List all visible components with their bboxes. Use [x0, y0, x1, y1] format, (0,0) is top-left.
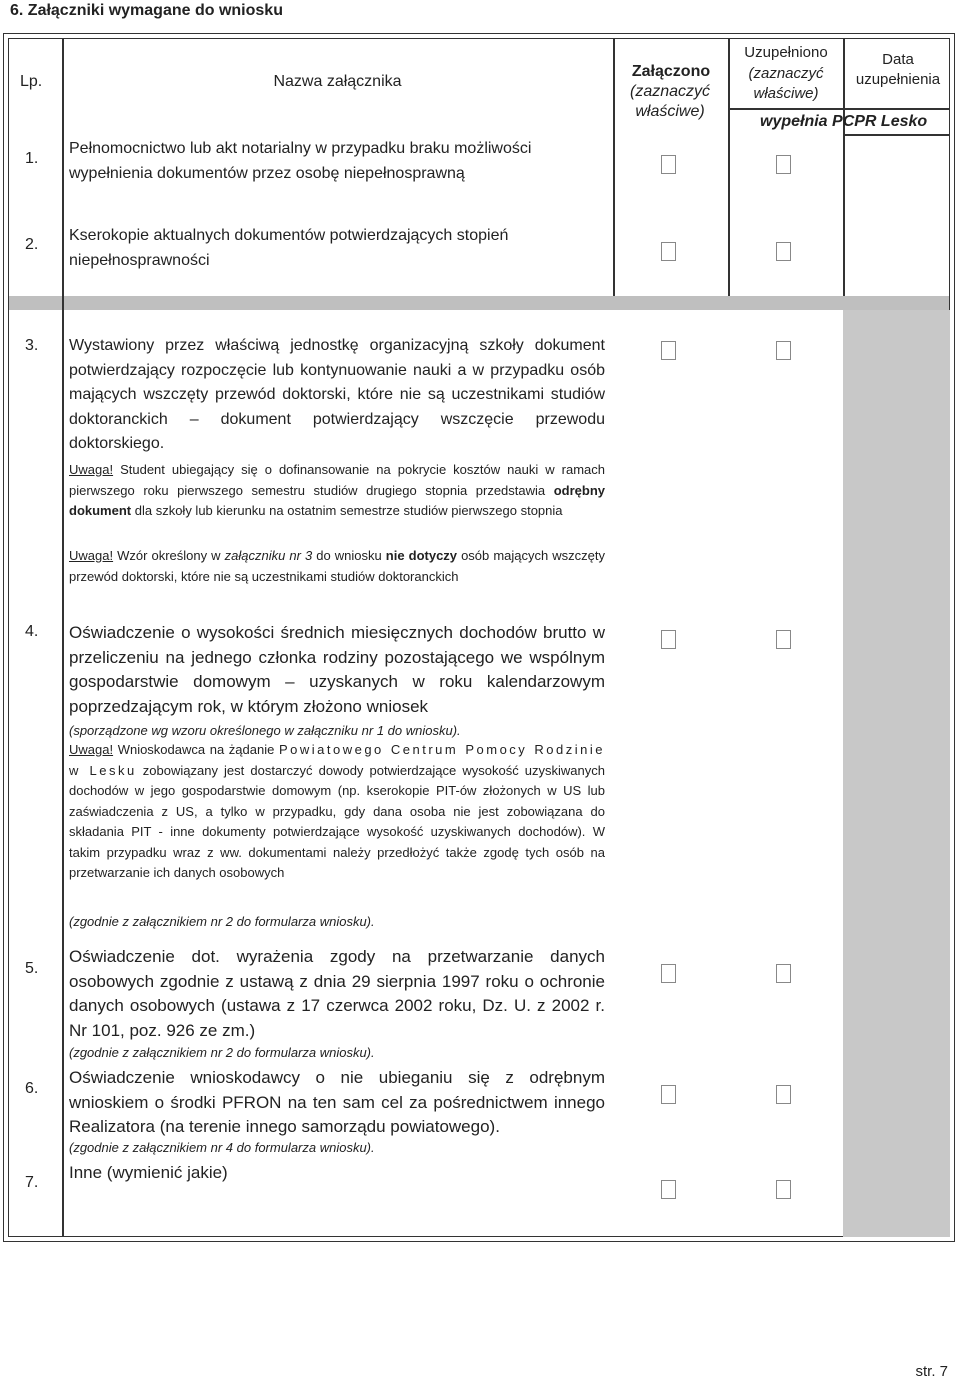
row-5-completed-checkbox[interactable] — [776, 964, 791, 983]
row-separator — [9, 296, 949, 310]
row-6-number: 6. — [25, 1080, 39, 1097]
row-1-attached-checkbox[interactable] — [661, 155, 676, 174]
header-date: Data uzupełnienia — [855, 51, 941, 88]
office-use-column — [843, 310, 950, 1237]
row-7-number: 7. — [25, 1174, 39, 1191]
header-divider — [728, 108, 950, 110]
column-divider — [62, 38, 64, 1237]
row-2-number: 2. — [25, 236, 39, 253]
row-2-attached-checkbox[interactable] — [661, 242, 676, 261]
row-4-reference-2: (zgodnie z załącznikiem nr 2 do formularza wniosku). — [69, 914, 375, 929]
row-3-note-1: Uwaga! Student ubiegający się o dofinansowanie na pokrycie kosztów nauki w ramach pierwszego roku pierwszego semestru studiów drugiego stopnia przedstawia odrębny dokument dla szkoły lub kierunku na ostatnim semestrze studiów pierwszego stopnia — [69, 462, 605, 518]
row-1-number: 1. — [25, 150, 39, 167]
header-divider — [843, 134, 950, 136]
row-4-reference: (sporządzone wg wzoru określonego w załączniku nr 1 do wniosku). — [69, 723, 461, 738]
row-5-name: Oświadczenie dot. wyrażenia zgody na przetwarzanie danych osobowych zgodnie z ustawą z dnia 29 sierpnia 1997 roku o ochronie danych osobowych (ustawa z 17 czerwca 2002 roku, Dz. U. z 2002 r. Nr 101, poz. 926 ze zm.) — [69, 947, 605, 1040]
row-6-reference: (zgodnie z załącznikiem nr 4 do formularza wniosku). — [69, 1140, 375, 1155]
row-3-completed-checkbox[interactable] — [776, 341, 791, 360]
office-note: wypełnia PCPR Lesko — [760, 113, 928, 130]
column-divider — [728, 38, 730, 296]
row-6-completed-checkbox[interactable] — [776, 1085, 791, 1104]
row-7-name: Inne (wymienić jakie) — [69, 1163, 228, 1182]
header-completed: Uzupełniono — [744, 44, 828, 61]
row-4-completed-checkbox[interactable] — [776, 630, 791, 649]
row-3-number: 3. — [25, 337, 39, 354]
header-attached: Załączono — [631, 63, 711, 80]
row-4-note: Uwaga! Wnioskodawca na żądanie Powiatowego Centrum Pomocy Rodzinie w Lesku zobowiązany jest dostarczyć dowody potwierdzające wysokość uzyskiwanych dochodów w jego gospodarstwie domowym (np. kserokopie PIT-ów złożonych w US lub zaświadczenia z US, a tylko w przypadku, gdy dana osoba nie jest zobowiązana do składania PIT - inne dokumenty potwierdzające wysokość uzyskiwanych dochodów). W takim przypadku wraz z ww. dokumentami należy przedłożyć także zgodę tych osób na przetwarzanie ich danych osobowych — [69, 742, 606, 880]
row-3-name: Wystawiony przez właściwą jednostkę organizacyjną szkoły dokument potwierdzający rozpoczęcie lub kontynuowanie nauki a w przypadku osób mających wszczęty przewód doktorski, które nie są uczestnikami studiów doktoranckich – dokument potwierdzający wszczęcie przewodu doktorskiego. — [69, 337, 605, 452]
header-name: Nazwa załącznika — [273, 73, 402, 90]
header-lp: Lp. — [20, 73, 43, 90]
section-heading: 6. Załączniki wymagane do wniosku — [10, 2, 283, 19]
row-6-name: Oświadczenie wnioskodawcy o nie ubieganiu się z odrębnym wnioskiem o środki PFRON na ten sam cel za pośrednictwem innego Realizatora (na terenie innego samorządu powiatowego). — [69, 1068, 605, 1136]
header-completed-sub: (zaznaczyć właściwe) — [748, 65, 824, 102]
header-attached-sub: (zaznaczyć właściwe) — [629, 83, 711, 120]
row-5-reference: (zgodnie z załącznikiem nr 2 do formularza wniosku). — [69, 1045, 375, 1060]
page-number: str. 7 — [915, 1363, 948, 1380]
row-5-number: 5. — [25, 960, 39, 977]
row-7-completed-checkbox[interactable] — [776, 1180, 791, 1199]
column-divider — [843, 38, 845, 296]
row-1-completed-checkbox[interactable] — [776, 155, 791, 174]
row-4-attached-checkbox[interactable] — [661, 630, 676, 649]
row-5-attached-checkbox[interactable] — [661, 964, 676, 983]
row-3-note-2: Uwaga! Wzór określony w załączniku nr 3 do wniosku nie dotyczy osób mających wszczęty przewód doktorski, które nie są uczestnikami studiów doktoranckich — [69, 548, 605, 584]
row-2-completed-checkbox[interactable] — [776, 242, 791, 261]
row-2-name: Kserokopie aktualnych dokumentów potwierdzających stopień niepełnosprawności — [69, 227, 509, 269]
row-6-attached-checkbox[interactable] — [661, 1085, 676, 1104]
row-3-attached-checkbox[interactable] — [661, 341, 676, 360]
row-4-number: 4. — [25, 623, 39, 640]
row-4-name: Oświadczenie o wysokości średnich miesięcznych dochodów brutto w przeliczeniu na jednego członka rodziny pozostającego we wspólnym gospodarstwie domowym – uzyskanych w roku kalendarzowym poprzedzającym rok, w którym złożono wniosek — [69, 623, 605, 716]
row-1-name: Pełnomocnictwo lub akt notarialny w przypadku braku możliwości wypełnienia dokumentów przez osobę niepełnosprawną — [69, 140, 532, 182]
row-7-attached-checkbox[interactable] — [661, 1180, 676, 1199]
